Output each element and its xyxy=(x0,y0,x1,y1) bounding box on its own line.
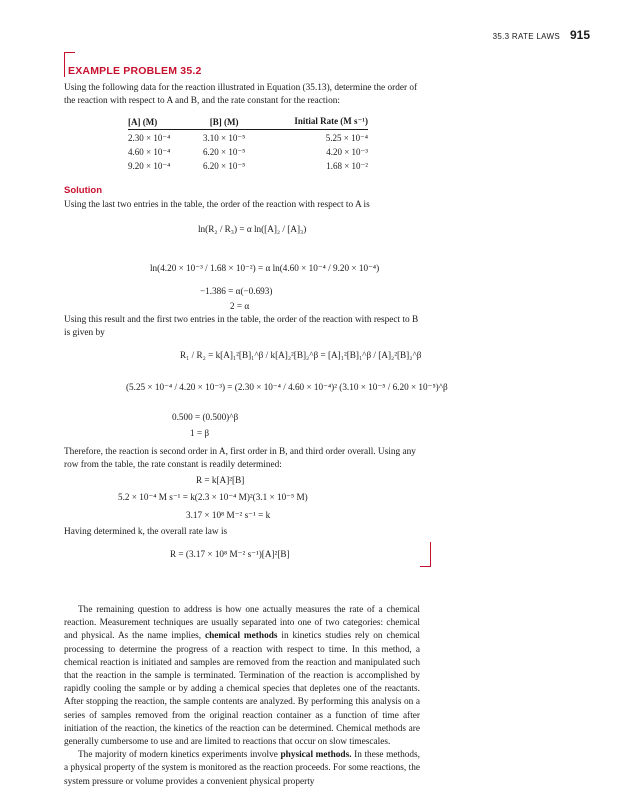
col-header-b: [B] (M) xyxy=(192,116,256,130)
equation-a4: 2 = α xyxy=(230,301,250,311)
table-row xyxy=(128,144,368,158)
page-number: 915 xyxy=(569,28,590,42)
keyword-chemical-methods: chemical methods xyxy=(204,631,278,642)
table-row xyxy=(128,158,368,172)
equation-k1: R = k[A]²[B] xyxy=(196,475,245,485)
paragraph-physical-methods xyxy=(64,749,420,789)
solution-intro: Using the last two entries in the table, the order of the reaction with respect to A is xyxy=(64,200,370,210)
example-bracket-bottom xyxy=(420,542,431,567)
data-table xyxy=(128,116,368,172)
table-cell: 9.20 × 10⁻⁴ xyxy=(128,161,171,171)
equation-k3: 3.17 × 10⁸ M⁻² s⁻¹ = k xyxy=(186,510,271,520)
solution-conclusion: Therefore, the reaction is second order in A, first order in B, and third order overall. Using any row from the table, the rate constant is readily determined: xyxy=(64,447,416,470)
table-cell: 1.68 × 10⁻² xyxy=(326,161,368,171)
equation-b3: 0.500 = (0.500)^β xyxy=(172,412,239,422)
running-header xyxy=(493,28,590,42)
table-cell: 6.20 × 10⁻⁵ xyxy=(203,161,246,171)
paragraph-text: in kinetics studies rely on chemical processing to determine the progress of a reaction with respect to time. In this method, a chemical reaction is initiated and samples are removed from the reaction and manipulated such that the reaction in the sample is terminated. Termination of the reaction is accomplished by rapidly cooling the sample or by adding a chemical species that depletes one of the reactants. After stopping the reaction, the sample contents are analyzed. By performing this analysis on a series of samples removed from the original reaction container as a function of time after initiation of the reaction, the kinetics of the reaction can be determined. Chemical methods are generally cumbersome to use and are limited to reactions that occur on slow timescales. xyxy=(64,631,420,748)
equation-b2: (5.25 × 10⁻⁴ / 4.20 × 10⁻³) = (2.30 × 10⁻⁴ / 4.60 × 10⁻⁴)² (3.10 × 10⁻⁵ / 6.20 × 10⁻⁵)^β xyxy=(126,382,448,392)
table-cell: 5.25 × 10⁻⁴ xyxy=(325,133,368,143)
col-header-rate: Initial Rate (M s⁻¹) xyxy=(256,116,368,130)
body-text xyxy=(64,604,420,789)
paragraph-text: In these methods, a physical property of the system is monitored as the reaction proceeds. For some reactions, the system pressure or volume provides a convenient physical property xyxy=(64,750,420,787)
equation-a2: ln(4.20 × 10⁻³ / 1.68 × 10⁻²) = α ln(4.60 × 10⁻⁴ / 9.20 × 10⁻⁴) xyxy=(150,263,380,273)
example-title: EXAMPLE PROBLEM 35.2 xyxy=(68,65,202,77)
paragraph-text: The remaining question to address is how one actually measures the rate of a chemical reaction. Measurement techniques are usually separated into one of two categories: chemical and physical. As the name implies, xyxy=(64,605,420,642)
equation-final-rate-law: R = (3.17 × 10⁸ M⁻² s⁻¹)[A]²[B] xyxy=(170,549,290,559)
solution-mid: Using this result and the first two entries in the table, the order of the reaction with respect to B is given by xyxy=(64,315,419,338)
table-cell: 2.30 × 10⁻⁴ xyxy=(128,133,171,143)
table-row xyxy=(128,130,368,145)
section-title: 35.3 RATE LAWS xyxy=(492,32,560,41)
equation-a3: −1.386 = α(−0.693) xyxy=(200,286,273,296)
col-header-a: [A] (M) xyxy=(128,116,192,130)
solution-label: Solution xyxy=(64,185,102,196)
table-header-row xyxy=(128,116,368,130)
equation-k2: 5.2 × 10⁻⁴ M s⁻¹ = k(2.3 × 10⁻⁴ M)²(3.1 × 10⁻⁵ M) xyxy=(118,492,308,502)
equation-b1: R₁ / R₂ = k[A]₁²[B]₁^β / k[A]₂²[B]₂^β = [A]₁²[B]₁^β / [A]₂²[B]₂^β xyxy=(180,350,422,360)
table-cell: 3.10 × 10⁻⁵ xyxy=(203,133,246,143)
table-cell: 4.20 × 10⁻³ xyxy=(326,147,368,157)
table-cell: 4.60 × 10⁻⁴ xyxy=(128,147,171,157)
paragraph-chemical-methods xyxy=(64,604,420,749)
paragraph-text: The majority of modern kinetics experiments involve xyxy=(78,750,281,761)
table-cell: 6.20 × 10⁻⁵ xyxy=(203,147,246,157)
keyword-physical-methods: physical methods. xyxy=(280,750,352,761)
equation-a1: ln(R₂ / R₃) = α ln([A]₂ / [A]₃) xyxy=(198,224,307,234)
solution-having: Having determined k, the overall rate law is xyxy=(64,527,228,537)
equation-b4: 1 = β xyxy=(190,428,210,438)
example-prompt: Using the following data for the reaction illustrated in Equation (35.13), determine the order of the reaction with respect to A and B, and the rate constant for the reaction: xyxy=(64,83,418,106)
